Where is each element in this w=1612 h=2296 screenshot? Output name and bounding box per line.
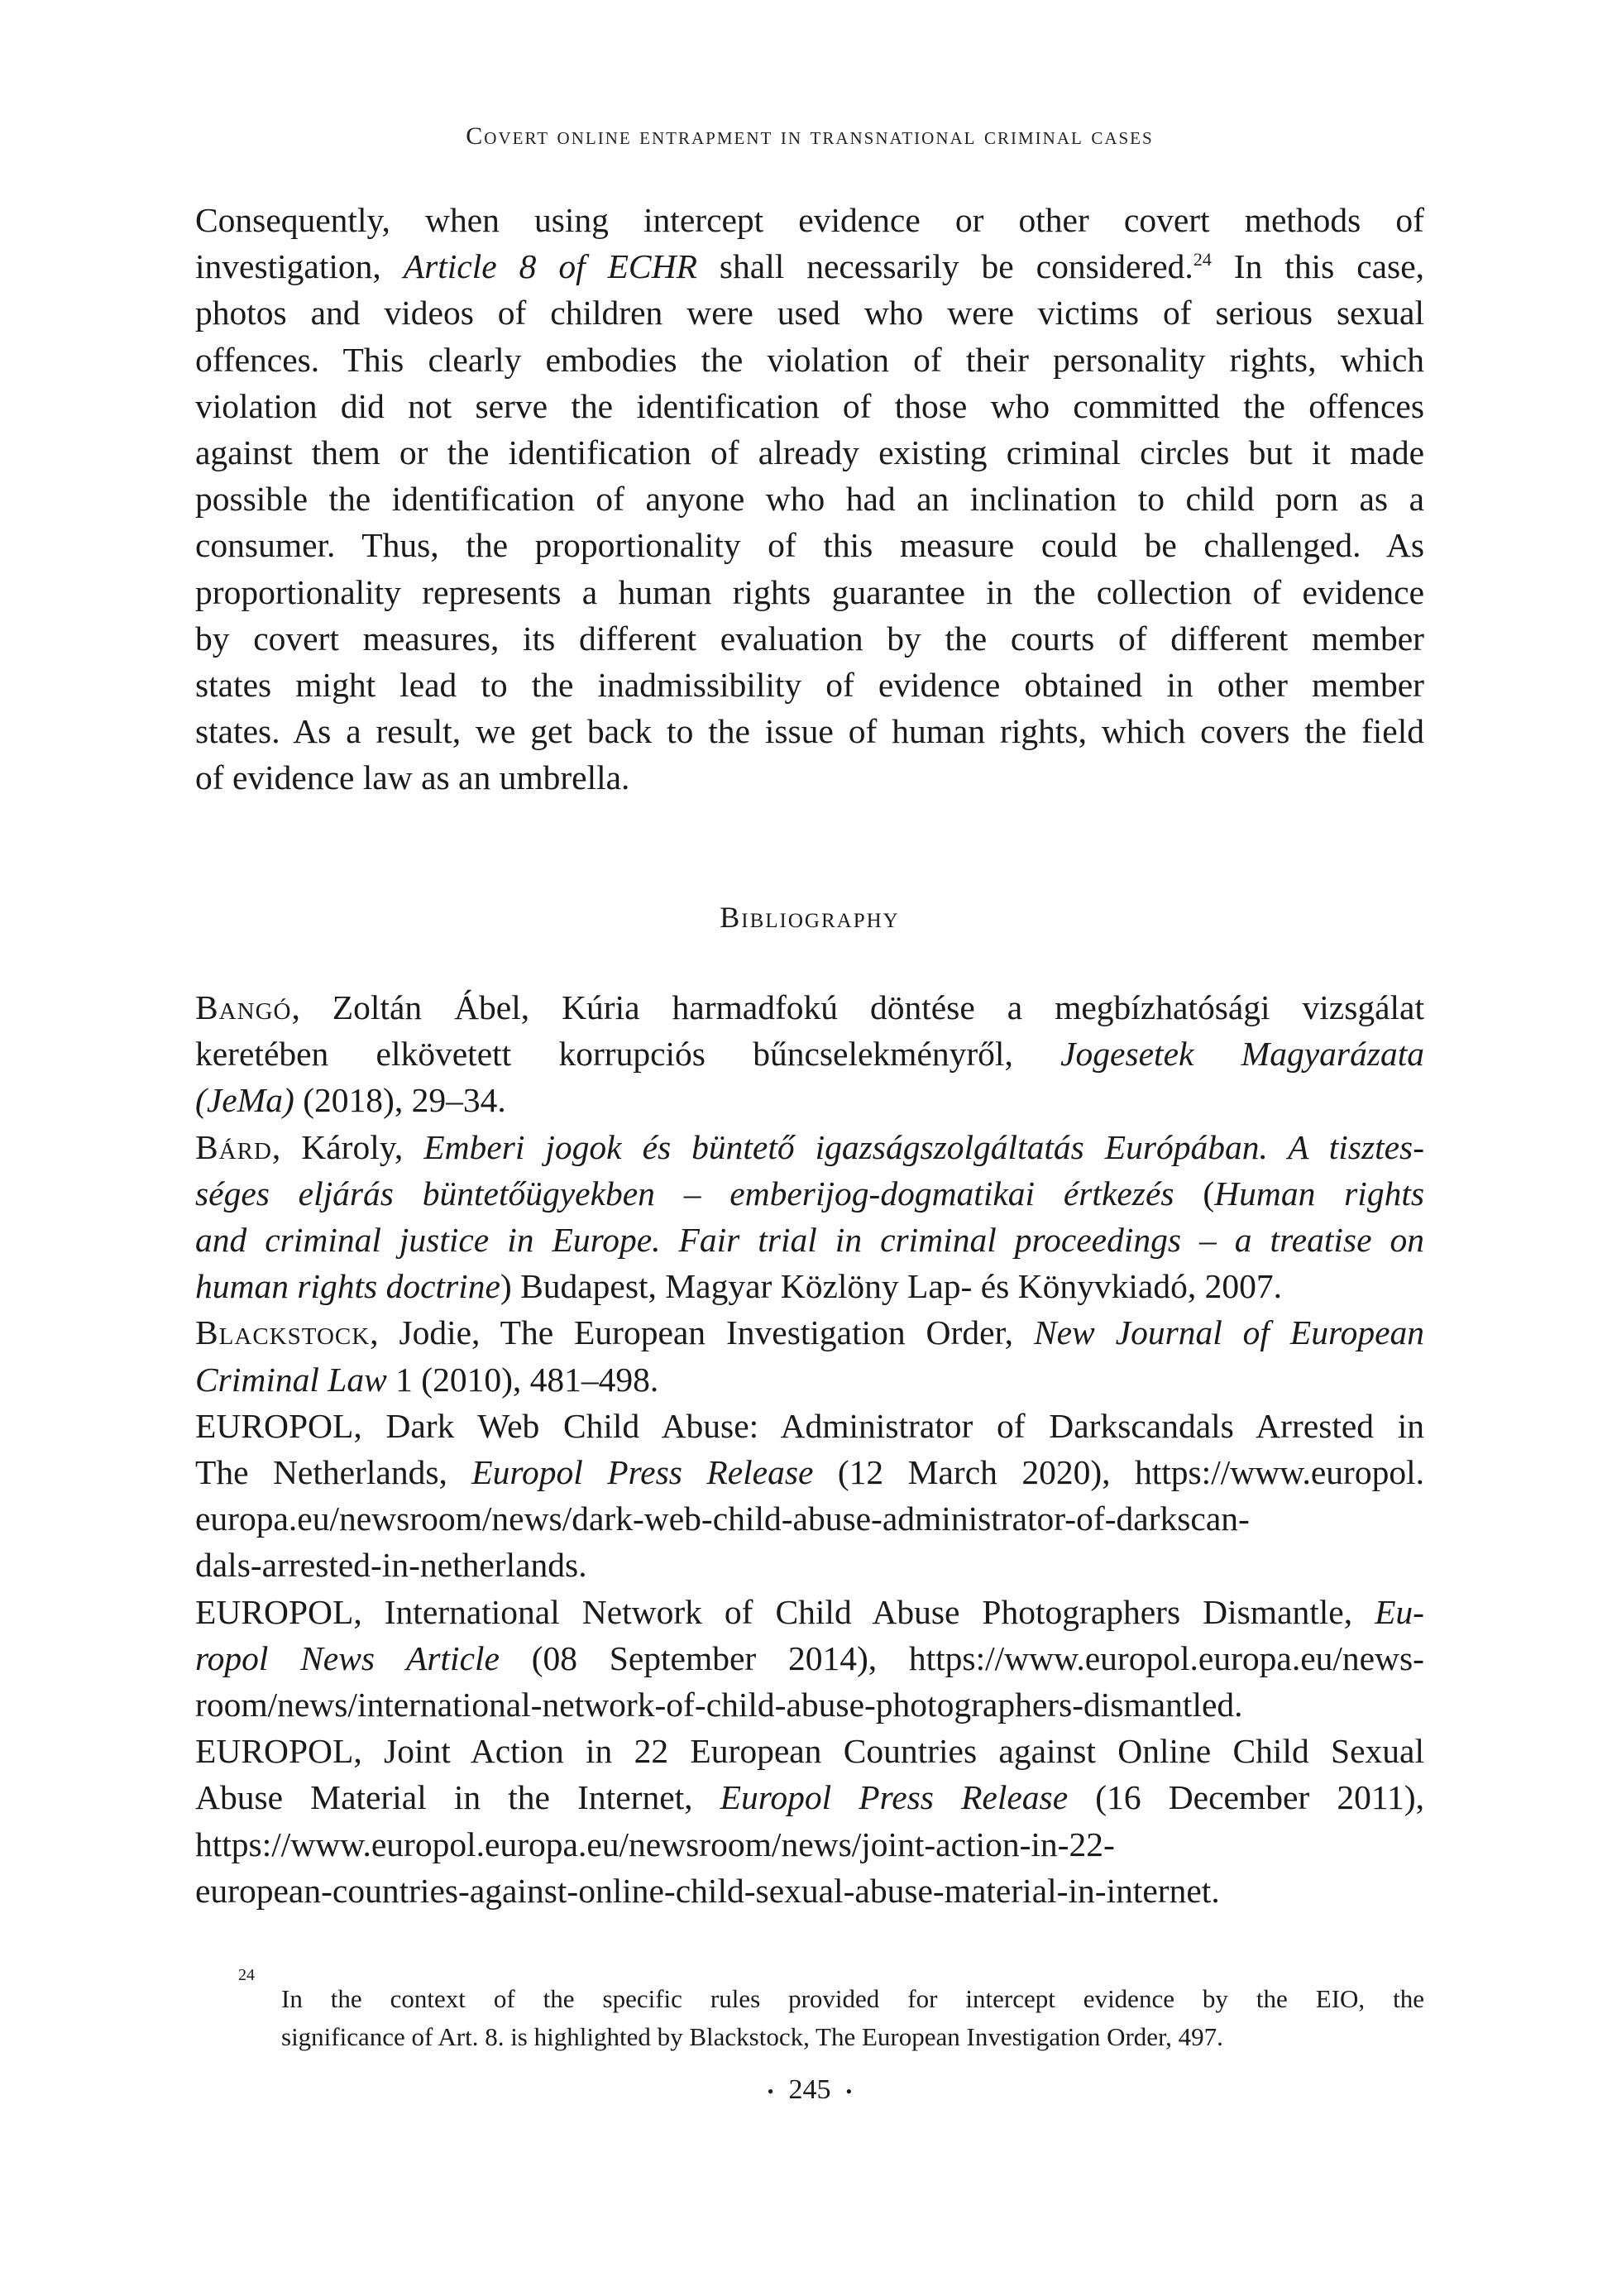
body-line: states. As a result, we get back to the issue of human rights, which covers the field — [195, 712, 1424, 751]
footnote-reference[interactable]: 24 — [1193, 249, 1212, 270]
body-line: by covert measures, its different evaluation by the courts of different member — [195, 619, 1424, 658]
journal-title: Jogesetek Magyarázata — [1060, 1035, 1424, 1074]
bibliography-entry-bango: Bangó, Zoltán Ábel, Kúria harmadfokú döntése a megbízhatósági vizsgálat keretében elkövetett korrupciós bűncselekményről, Jogesetek Magyarázata (JeMa) (2018), 29–34. — [195, 988, 1424, 1120]
book-title: Emberi jogok és büntető igazságszolgáltatás Európában. A tisztes- — [423, 1127, 1425, 1166]
bibliography-entry-europol-2014: EUROPOL, International Network of Child Abuse Photographers Dismantle, Eu- ropol News Article (08 September 2014), https://www.europol.europa.eu/news- room/news/international-network-of-child-abuse-photographers-dismantled. — [195, 1589, 1424, 1729]
journal-title: (JeMa) — [195, 1081, 294, 1120]
author-name: Blackstock — [195, 1313, 371, 1352]
url-link[interactable]: room/news/international-network-of-child-abuse-photographers-dismantled. — [195, 1686, 1243, 1724]
bibliography-entry-europol-2020: EUROPOL, Dark Web Child Abuse: Administrator of Darkscandals Arrested in The Netherlands, Europol Press Release (12 March 2020), https://www.europol. europa.eu/newsroom/news/dark-web-child-abuse-administrator-of-darkscan- dals-arrested-in-netherlands. — [195, 1403, 1424, 1589]
book-title-translation: human rights doctrine — [195, 1267, 500, 1306]
body-line — [195, 243, 1424, 289]
book-title: séges eljárás büntetőügyekben – emberijog-dogmatikai értkezés — [195, 1174, 1174, 1213]
source-title: Europol Press Release — [471, 1453, 814, 1492]
url-link[interactable]: (08 September 2014), https://www.europol.europa.eu/news- — [499, 1638, 1424, 1677]
footnote: 24 In the context of the specific rules provided for intercept evidence by the EIO, the significance of Art. 8. is highlighted by Blackstock, The European Investigation Order, 497. — [242, 1980, 1424, 2056]
body-line: photos and videos of children were used who were victims of serious sexual — [195, 294, 1424, 332]
page-number-footer — [195, 2074, 1424, 2106]
source-title: ropol News Article — [195, 1638, 500, 1677]
bullet-icon: • — [767, 2081, 774, 2102]
url-link[interactable]: european-countries-against-online-child-sexual-abuse-material-in-internet. — [195, 1871, 1220, 1910]
body-text-span: shall necessarily be considered. — [696, 247, 1193, 286]
author-name: Bárd — [195, 1127, 272, 1166]
bullet-icon: • — [845, 2081, 853, 2102]
url-link[interactable]: dals-arrested-in-netherlands. — [195, 1546, 587, 1585]
source-title: Europol Press Release — [720, 1778, 1069, 1817]
url-link[interactable]: https://www.europol.europa.eu/newsroom/news/joint-action-in-22- — [195, 1825, 1115, 1863]
body-line: Consequently, when using intercept evidence or other covert methods of — [195, 201, 1424, 239]
body-text-span: investigation, — [195, 247, 404, 286]
bibliography-list — [195, 984, 1424, 1914]
running-head: Covert online entrapment in transnational criminal cases — [466, 122, 1154, 150]
url-link[interactable]: europa.eu/newsroom/news/dark-web-child-abuse-administrator-of-darkscan- — [195, 1500, 1250, 1538]
body-line: possible the identification of anyone who had an inclination to child porn as a — [195, 480, 1424, 519]
body-text-span: In this case, — [1211, 247, 1425, 286]
url-link[interactable]: (12 March 2020), https://www.europol. — [813, 1453, 1425, 1492]
source-title: Eu- — [1375, 1592, 1424, 1631]
bibliography-entry-europol-2011: EUROPOL, Joint Action in 22 European Countries against Online Child Sexual Abuse Material in the Internet, Europol Press Release (16 December 2011), https://www.europol.europa.eu/newsroom/news/joint-action-in-22- european-countries-against-online-child-sexual-abuse-material-in-internet. — [195, 1728, 1424, 1914]
body-line: against them or the identification of already existing criminal circles but it made — [195, 433, 1424, 472]
article-reference: Article 8 of ECHR — [403, 247, 697, 286]
bibliography-entry-blackstock: Blackstock, Jodie, The European Investigation Order, New Journal of European Criminal Law 1 (2010), 481–498. — [195, 1313, 1424, 1399]
journal-title: Criminal Law — [195, 1360, 387, 1399]
journal-title: New Journal of European — [1033, 1313, 1424, 1352]
body-line: offences. This clearly embodies the violation of their personality rights, which — [195, 340, 1424, 379]
book-title-translation: Human rights — [1214, 1174, 1424, 1213]
body-line: consumer. Thus, the proportionality of this measure could be challenged. As — [195, 526, 1424, 565]
body-line: of evidence law as an umbrella. — [195, 758, 630, 797]
body-paragraph — [195, 197, 1424, 801]
footnote-text: In the context of the specific rules provided for intercept evidence by the EIO, the significance of Art. 8. is highlighted by Blackstock, The European Investigation Order, 497. — [281, 1984, 1424, 2051]
bibliography-entry-bard: Bárd, Károly, Emberi jogok és büntető igazságszolgáltatás Európában. A tisztes- séges eljárás büntetőügyekben – emberijog-dogmatikai értkezés (Human rights and criminal justice in Europe. Fair trial in criminal proceedings – a treatise on human rights doctrine) Budapest, Magyar Közlöny Lap- és Könyvkiadó, 2007. — [195, 1127, 1425, 1306]
page-number: 245 — [788, 2074, 831, 2105]
book-title-translation: and criminal justice in Europe. Fair trial in criminal proceedings – a treatise on — [195, 1221, 1424, 1260]
bibliography-heading: Bibliography — [720, 901, 900, 934]
author-name: Bangó — [195, 988, 292, 1026]
body-line: violation did not serve the identification of those who committed the offences — [195, 386, 1424, 425]
body-line: states might lead to the inadmissibility of evidence obtained in other member — [195, 666, 1424, 705]
body-line: proportionality represents a human rights guarantee in the collection of evidence — [195, 572, 1424, 611]
